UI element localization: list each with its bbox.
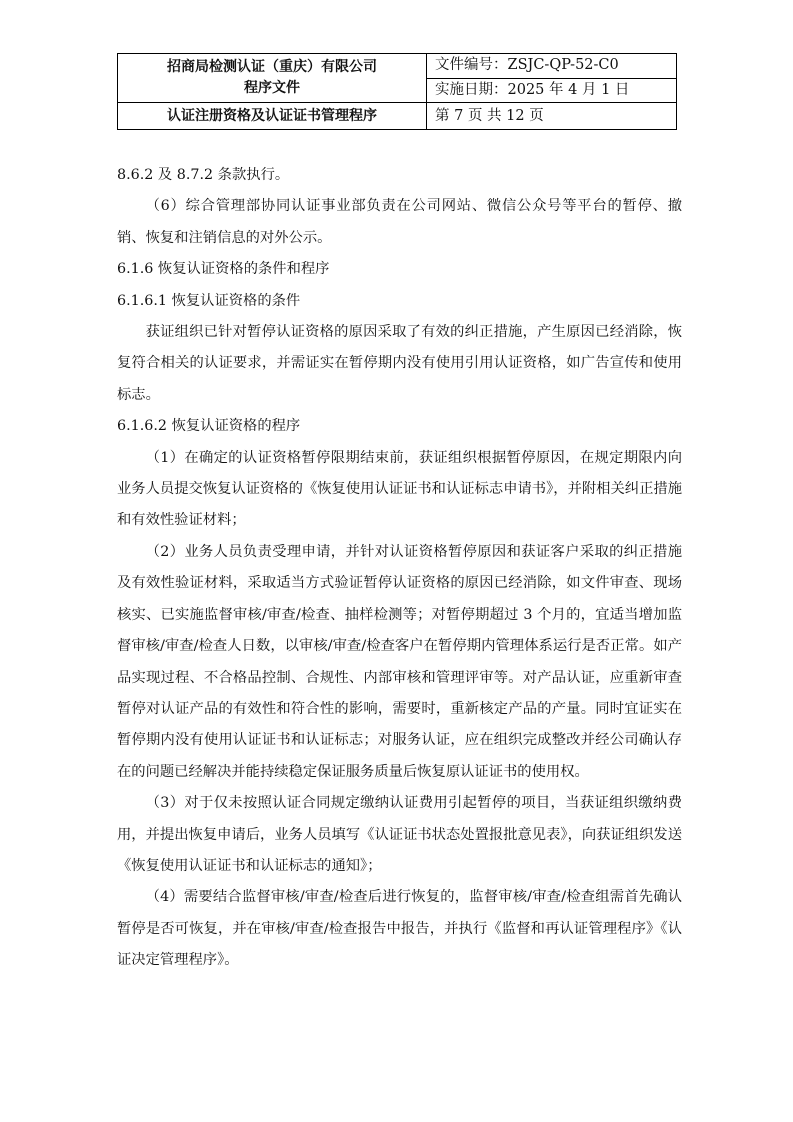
section-heading-6-1-6: 6.1.6 恢复认证资格的条件和程序 (117, 261, 330, 278)
document-header-table (117, 53, 677, 130)
paragraph-step-3: （3）对于仅未按照认证合同规定缴纳认证费用引起暂停的项目，当获证组织缴纳费用，并提出恢复申请后，业务人员填写《认证证书状态处置报批意见表》，向获证组织发送《恢复使用认证证书和认证标志的通知》； (117, 795, 682, 874)
paragraph-restore-conditions: 获证组织已针对暂停认证资格的原因采取了有效的纠正措施，产生原因已经消除，恢复符合相关的认证要求，并需证实在暂停期内没有使用引用认证资格，如广告宣传和使用标志。 (117, 324, 682, 403)
page-info: 第 7 页 共 12 页 (427, 103, 677, 130)
company-name-cell (118, 54, 427, 103)
paragraph-step-2: （2）业务人员负责受理申请，并针对认证资格暂停原因和获证客户采取的纠正措施及有效性验证材料，采取适当方式验证暂停认证资格的原因已经消除，如文件审查、现场核实、已实施监督审核/审查/检查、抽样检测等；对暂停期超过 3 个月的，宜适当增加监督审核/审查/检查人日数，以审核/审查/检查客户在暂停期内管理体系运行是否正常。如产品实现过程、不合格品控制、合规性、内部审核和管理评审等。对产品认证，应重新审查暂停对认证产品的有效性和符合性的影响，需要时，重新核定产品的产量。同时宜证实在暂停期内没有使用认证证书和认证标志；对服务认证，应在组织完成整改并经公司确认存在的问题已经解决并能持续稳定保证服务质量后恢复原认证证书的使用权。 (117, 543, 682, 780)
doc-number: 文件编号：ZSJC-QP-52-C0 (427, 54, 677, 79)
paragraph-clause-ref: 8.6.2 及 8.7.2 条款执行。 (117, 167, 290, 183)
procedure-title: 认证注册资格及认证证书管理程序 (118, 103, 427, 130)
paragraph-step-4: （4）需要结合监督审核/审查/检查后进行恢复的，监督审核/审查/检查组需首先确认暂停是否可恢复，并在审核/审查/检查报告中报告，并执行《监督和再认证管理程序》《认证决定管理程序》。 (117, 889, 682, 969)
effective-date: 实施日期：2025 年 4 月 1 日 (427, 78, 677, 103)
paragraph-item-6: （6）综合管理部协同认证事业部负责在公司网站、微信公众号等平台的暂停、撤销、恢复和注销信息的对外公示。 (117, 198, 682, 246)
paragraph-step-1: （1）在确定的认证资格暂停限期结束前，获证组织根据暂停原因，在规定期限内向业务人员提交恢复认证资格的《恢复使用认证证书和认证标志申请书》，并附相关纠正措施和有效性验证材料； (117, 449, 682, 529)
company-name: 招商局检测认证（重庆）有限公司 (167, 59, 377, 75)
section-heading-6-1-6-1: 6.1.6.1 恢复认证资格的条件 (117, 292, 301, 309)
section-heading-6-1-6-2: 6.1.6.2 恢复认证资格的程序 (117, 418, 301, 435)
document-type: 程序文件 (244, 80, 300, 96)
document-body (117, 160, 682, 977)
